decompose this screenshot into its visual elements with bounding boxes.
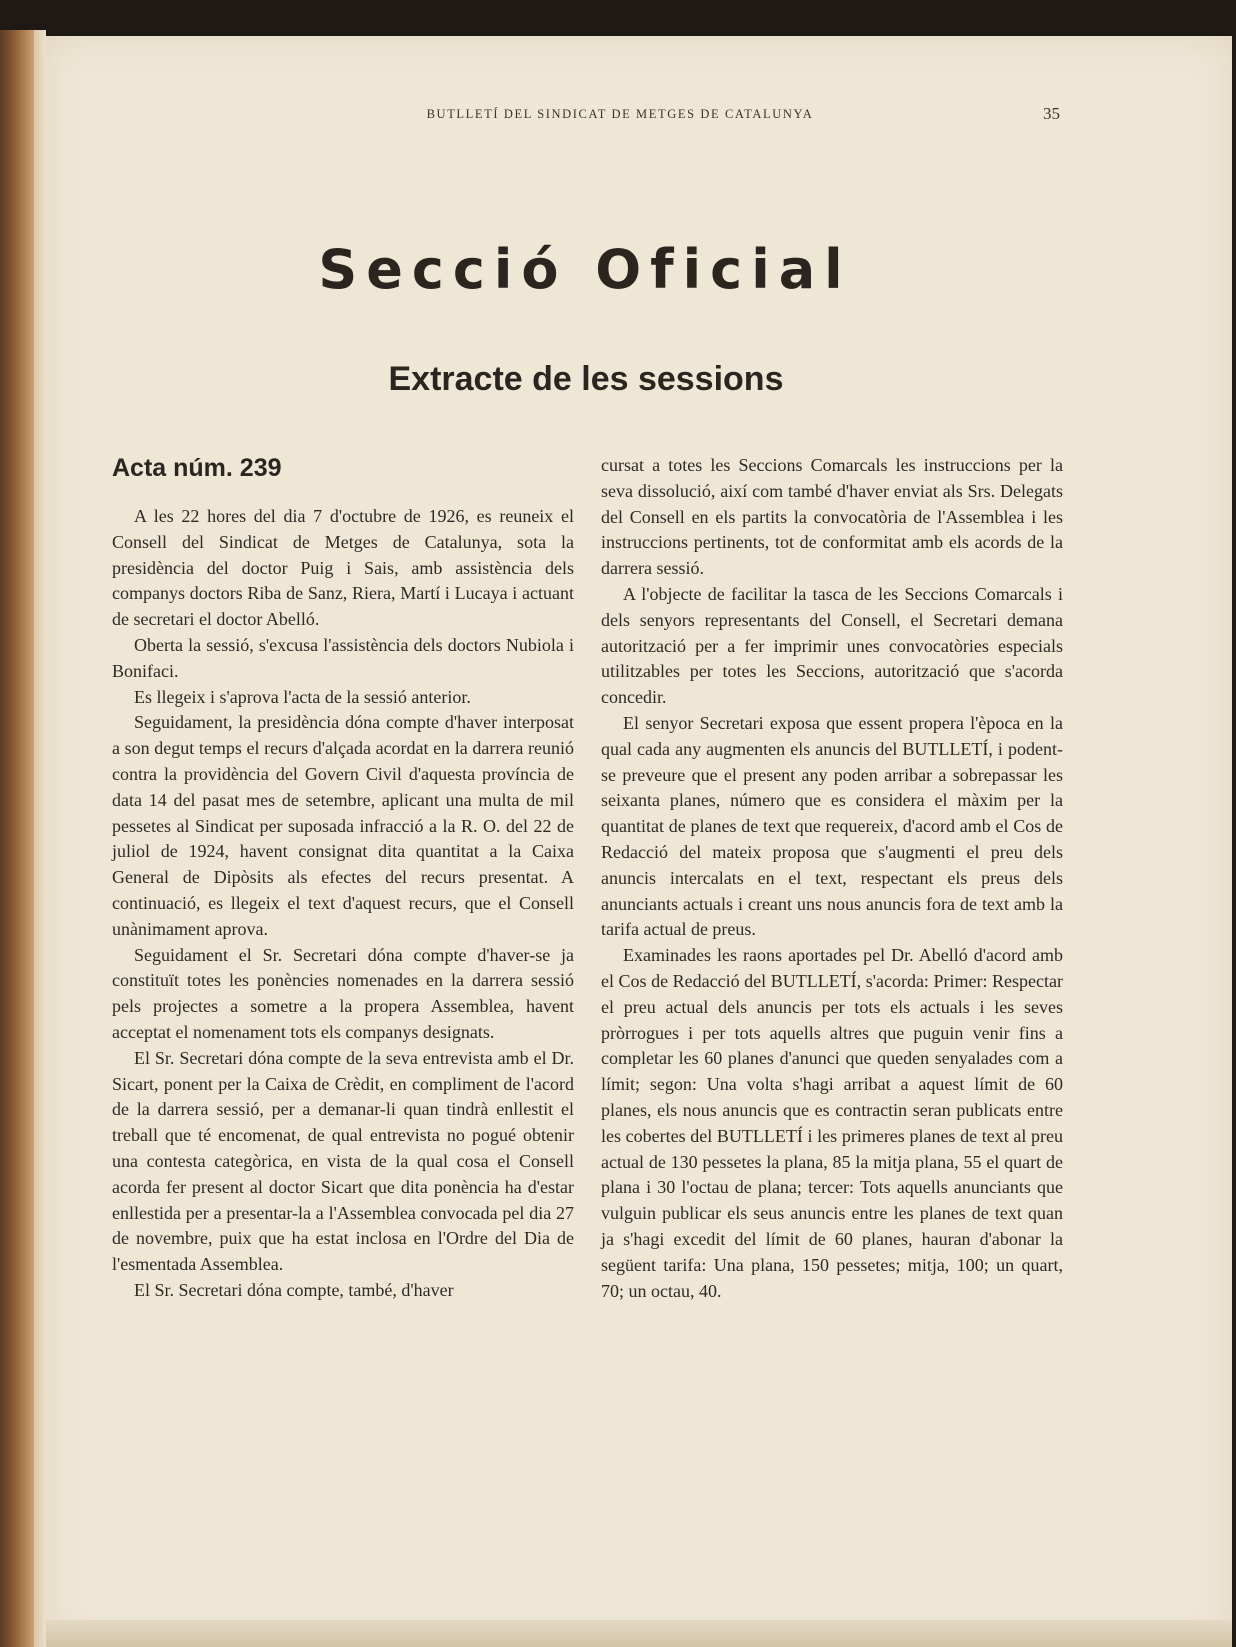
subtitle: Extracte de les sessions	[388, 360, 784, 398]
right-column	[601, 453, 1063, 1304]
paragraph: A l'objecte de facilitar la tasca de les Seccions Comarcals i dels senyors representants del Consell, el Secretari demana autorització per a fer imprimir unes convocatòries especials utilitzables per totes les Seccions, autorització que s'acorda concedir.	[601, 583, 1063, 708]
page-bottom-edge	[46, 1620, 1232, 1647]
paragraph: El Sr. Secretari dóna compte, també, d'haver	[134, 1279, 454, 1300]
section-title: Secció Oficial	[318, 238, 852, 301]
paragraph: Examinades les raons aportades pel Dr. Abelló d'acord amb el Cos de Redacció del BUTLLETÍ, s'acorda: Primer: Respectar el preu actual dels anuncis per tots els actuals i les seves pròrrogues i per tots aquells altres que puguin venir fins a completar les 60 planes d'anunci que queden senyalades com a límit; segon: Una volta s'hagi arribat a aquest límit de 60 planes, els nous anuncis que es contractin seran publicats entre les cobertes del BUTLLETÍ i les primeres planes de text al preu actual de 130 pessetes la plana, 85 la mitja plana, 55 el quart de plana i 30 l'octau de plana; tercer: Tots aquells anunciants que vulguin publicar els seus anuncis entre les planes de text quan ja s'hagi excedit del límit de 60 planes, hauran d'abonar la següent tarifa: Una plana, 150 pessetes; mitja, 100; un quart, 70; un octau, 40.	[601, 945, 1063, 1301]
paragraph: El senyor Secretari exposa que essent propera l'època en la qual cada any augmenten els anuncis del BUTLLETÍ, i podent-se preveure que el present any poden arribar a sobrepassar les seixanta planes, número que es considera el màxim per la quantitat de planes de text que requereix, d'acord amb el Cos de Redacció del mateix proposa que s'augmenti el preu dels anuncis intercalats en el text, respectant els preus dels anunciants actuals i creant uns nous anuncis fora de text amb la tarifa actual de preus.	[601, 712, 1063, 940]
paragraph: Es llegeix i s'aprova l'acta de la sessió anterior.	[134, 686, 471, 707]
acta-heading: Acta núm. 239	[112, 454, 282, 482]
paragraph: Seguidament, la presidència dóna compte d'haver interposat a son degut temps el recurs d'alçada acordat en la darrera reunió contra la providència del Govern Civil d'aquesta província de data 14 del pasat mes de setembre, aplicant una multa de mil pessetes al Sindicat per suposada infracció a la R. O. del 22 de juliol de 1924, havent consignat dita quantitat a la Caixa General de Dipòsits als efectes del recurs presentat. A continuació, es llegeix el text d'aquest recurs, que el Consell unànimament aprova.	[112, 712, 574, 939]
book-binding	[0, 30, 34, 1647]
page-edge	[34, 30, 46, 1647]
paragraph: A les 22 hores del dia 7 d'octubre de 1926, es reuneix el Consell del Sindicat de Metges de Catalunya, sota la presidència del doctor Puig i Sais, amb assistència dels companys doctors Riba de Sanz, Riera, Martí i Lucaya i actuant de secretari el doctor Abelló.	[112, 506, 574, 630]
paragraph: cursat a totes les Seccions Comarcals les instruccions per la seva dissolució, així com també d'haver enviat als Srs. Delegats del Consell en els partits la convocatòria de l'Assemblea i les instruccions pertinents, tot de conformitat amb els acords de la darrera sessió.	[601, 455, 1063, 579]
paragraph: El Sr. Secretari dóna compte de la seva entrevista amb el Dr. Sicart, ponent per la Caixa de Crèdit, en compliment de l'acord de la darrera sessió, per a demanar-li quan tindrà enllestit el treball que té encomenat, de qual entrevista no pogué obtenir una contesta categòrica, en vista de la qual cosa el Consell acorda fer present al doctor Sicart que dita ponència ha d'estar enllestida per a presentar-la a l'Assemblea convocada pel dia 27 de novembre, puix que ha estat inclosa en l'Ordre del Dia de l'esmentada Assemblea.	[112, 1047, 574, 1275]
running-head: BUTLLETÍ DEL SINDICAT DE METGES DE CATALUNYA	[426, 107, 814, 121]
left-column	[112, 504, 574, 1304]
page-number: 35	[1043, 104, 1060, 123]
paragraph: Seguidament el Sr. Secretari dóna compte d'haver-se ja constituït totes les ponències nomenades en la darrera sessió pels projectes a sometre a la propera Assemblea, havent acceptat el nomenament tots els companys designats.	[112, 944, 574, 1042]
paragraph: Oberta la sessió, s'excusa l'assistència dels doctors Nubiola i Bonifaci.	[112, 634, 574, 681]
